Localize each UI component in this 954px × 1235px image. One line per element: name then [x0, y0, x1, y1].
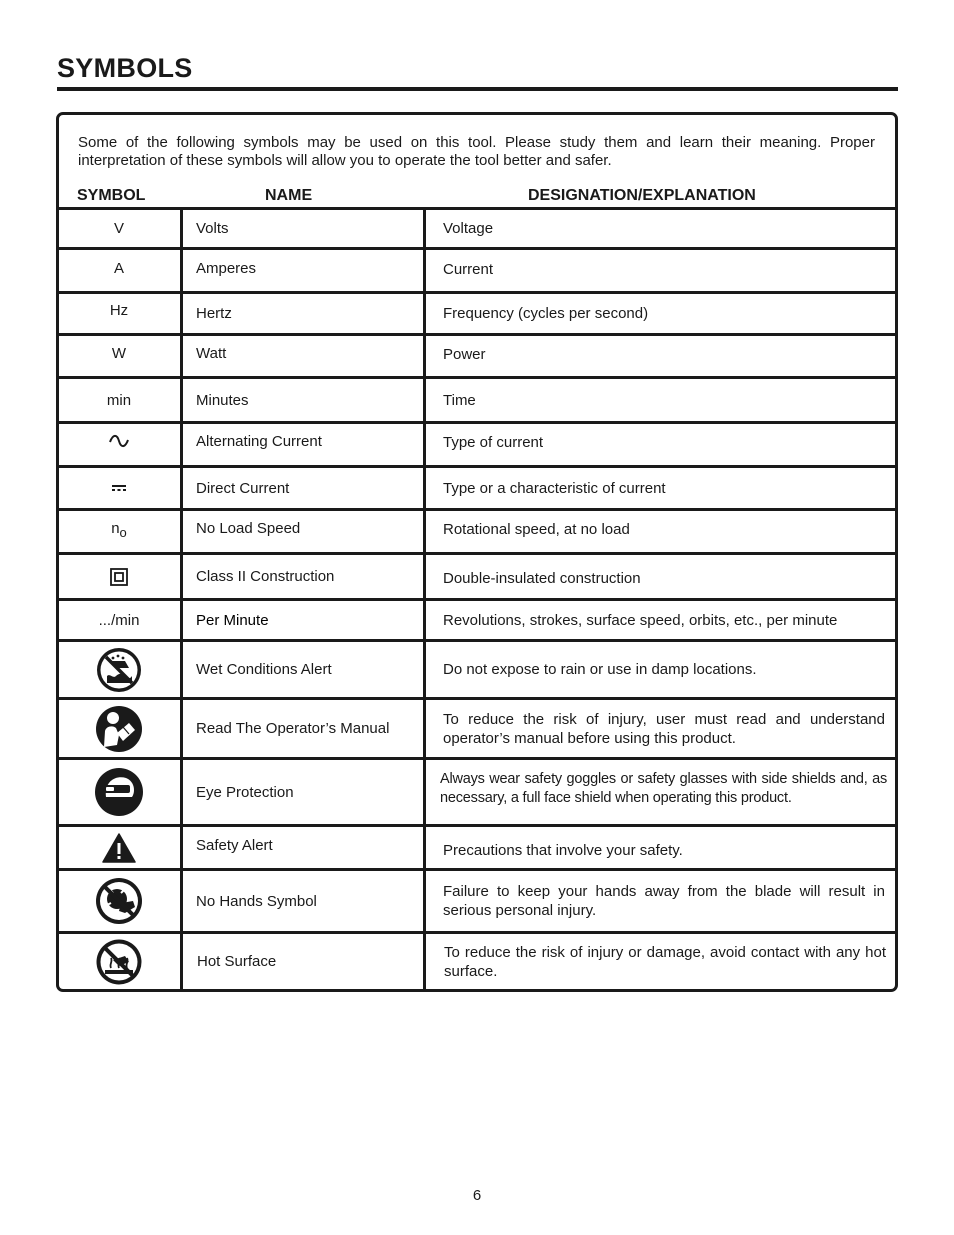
symbol-cell — [59, 934, 179, 989]
name-cell: Alternating Current — [196, 433, 322, 450]
table-row — [59, 294, 895, 333]
wet-conditions-alert-icon — [96, 647, 142, 693]
intro-paragraph: Some of the following symbols may be used on this tool. Please study them and learn their meaning. Proper interpretation of these symbols will allow you to operate the tool better and safer. — [78, 134, 875, 169]
symbol-cell: min — [106, 391, 132, 409]
name-cell: No Load Speed — [196, 520, 301, 537]
page-title: SYMBOLS — [57, 53, 193, 83]
designation-cell: To reduce the risk of injury, user must read and understand operator’s manual before using this product. — [443, 710, 885, 747]
designation-cell: Double-insulated construction — [443, 570, 641, 587]
symbol-cell: Hz — [109, 302, 129, 319]
page-number: 6 — [472, 1187, 482, 1204]
table-row — [59, 642, 895, 697]
designation-cell: Voltage — [443, 220, 494, 237]
table-row — [59, 760, 895, 824]
name-cell: Read The Operator’s Manual — [196, 720, 390, 737]
designation-cell: Time — [443, 391, 476, 409]
table-row — [59, 424, 895, 465]
direct-current-icon — [112, 484, 126, 492]
read-manual-icon — [95, 705, 143, 753]
class-ii-construction-icon — [110, 568, 128, 586]
table-row — [59, 468, 895, 508]
symbol-cell — [59, 827, 179, 868]
name-cell: Volts — [196, 220, 229, 237]
designation-cell: Always wear safety goggles or safety glasses with side shields and, as necessary, a full face shield when operating this product. — [440, 771, 887, 806]
designation-cell: Do not expose to rain or use in damp locations. — [443, 661, 757, 678]
alternating-current-icon — [108, 433, 130, 449]
symbol-cell: W — [111, 345, 127, 362]
designation-cell: Frequency (cycles per second) — [443, 305, 649, 322]
symbol-cell — [59, 468, 179, 508]
table-row — [59, 336, 895, 376]
designation-cell: Current — [443, 261, 494, 278]
no-load-speed-symbol: $n_o$ — [111, 520, 127, 540]
name-cell: No Hands Symbol — [196, 892, 317, 910]
symbol-cell: .../min — [98, 611, 140, 629]
symbol-cell — [59, 555, 179, 598]
designation-cell: To reduce the risk of injury or damage, avoid contact with any hot surface. — [444, 943, 886, 980]
name-cell: Amperes — [196, 260, 257, 277]
symbol-cell — [59, 511, 179, 552]
table-row — [59, 871, 895, 931]
table-row — [59, 555, 895, 598]
symbol-cell: A — [113, 260, 124, 277]
hot-surface-icon — [95, 938, 143, 986]
designation-cell: Failure to keep your hands away from the blade will result in serious personal injury. — [443, 883, 885, 919]
table-row — [59, 601, 895, 639]
designation-cell: Rotational speed, at no load — [443, 521, 630, 538]
symbols-table — [56, 112, 898, 992]
symbol-cell — [59, 760, 179, 824]
title-rule — [57, 87, 898, 91]
name-cell: Per Minute — [196, 611, 269, 629]
table-row — [59, 700, 895, 757]
designation-cell: Precautions that involve your safety. — [443, 842, 683, 859]
name-cell: Watt — [196, 345, 227, 362]
header-symbol: SYMBOL — [77, 187, 146, 204]
name-cell: Hertz — [196, 305, 232, 322]
designation-cell: Type or a characteristic of current — [443, 479, 666, 497]
name-cell: Class II Construction — [196, 568, 335, 585]
safety-alert-icon — [102, 833, 136, 863]
symbol-cell — [59, 642, 179, 697]
name-cell: Wet Conditions Alert — [196, 661, 332, 678]
table-row — [59, 210, 895, 247]
designation-cell: Type of current — [443, 434, 544, 451]
name-cell: Direct Current — [196, 479, 290, 497]
designation-cell: Revolutions, strokes, surface speed, orbits, etc., per minute — [443, 611, 838, 629]
table-row — [59, 250, 895, 291]
symbol-cell — [59, 871, 179, 931]
eye-protection-icon — [94, 767, 144, 817]
table-row — [59, 511, 895, 552]
name-cell: Hot Surface — [197, 953, 277, 970]
table-row — [59, 827, 895, 868]
designation-cell: Power — [443, 346, 486, 363]
name-cell: Minutes — [196, 391, 249, 409]
symbol-cell — [59, 424, 179, 465]
name-cell: Eye Protection — [196, 783, 294, 801]
header-designation: DESIGNATION/EXPLANATION — [528, 187, 756, 204]
table-row — [59, 934, 895, 989]
name-cell: Safety Alert — [196, 837, 273, 854]
symbol-cell: V — [113, 220, 124, 237]
table-row — [59, 379, 895, 421]
no-hands-icon — [95, 877, 143, 925]
symbol-cell — [59, 700, 179, 757]
header-name: NAME — [265, 187, 313, 204]
